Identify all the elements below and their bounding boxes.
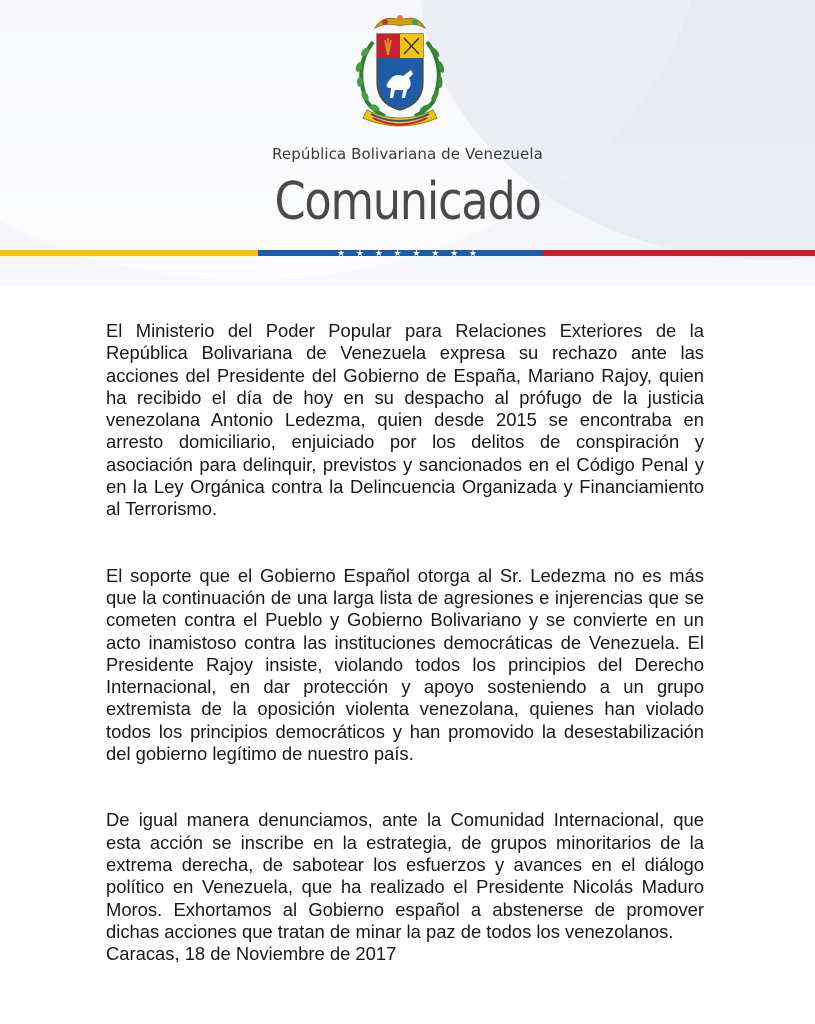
flag-stripe-red <box>543 250 815 256</box>
star-icon: ★ <box>374 248 383 258</box>
flag-stars <box>337 248 477 258</box>
header-banner <box>0 0 815 285</box>
star-icon: ★ <box>355 248 364 258</box>
paragraph-1: El Ministerio del Poder Popular para Relaciones Exteriores de la República Bolivariana de Venezuela expresa su rechazo ante las acciones del Presidente del Gobierno de España, Mariano Rajoy, quien ha recibido el día de hoy en su despacho al prófugo de la justicia venezolana Antonio Ledezma, quien desde 2015 se encontraba en arresto domiciliario, enjuiciado por los delitos de conspiración y asociación para delinquir, previstos y sancionados en el Código Penal y en la Ley Orgánica contra la Delincuencia Organizada y Financiamiento al Terrorismo. <box>106 320 704 520</box>
flag-stripe-yellow <box>0 250 258 256</box>
place-date: Caracas, 18 de Noviembre de 2017 <box>106 943 397 965</box>
star-icon: ★ <box>431 248 440 258</box>
paragraph-2: El soporte que el Gobierno Español otorga al Sr. Ledezma no es más que la continuación de una larga lista de agresiones e injerencias que se cometen contra el Pueblo y Gobierno Bolivariano y se convierte en un acto inamistoso contra las instituciones democráticas de Venezuela. El Presidente Rajoy insiste, violando todos los principios del Derecho Internacional, en dar protección y apoyo sosteniendo a un grupo extremista de la oposición violenta venezolana, quienes han violado todos los principios democráticos y han promovido la desestabilización del gobierno legítimo de nuestro país. <box>106 564 704 765</box>
star-icon: ★ <box>337 248 346 258</box>
republic-name: República Bolivariana de Venezuela <box>272 145 543 163</box>
star-icon: ★ <box>393 248 402 258</box>
paragraph-3: De igual manera denunciamos, ante la Comunidad Internacional, que esta acción se inscribe en la estrategia, de grupos minoritarios de la extrema derecha, de sabotear los esfuerzos y avances en el diálogo político en Venezuela, que ha realizado el Presidente Nicolás Maduro Moros. Exhortamos al Gobierno español a abstenerse de promover dichas acciones que tratan de minar la paz de todos los venezolanos. <box>106 809 704 942</box>
page-title: Comunicado <box>274 172 541 232</box>
star-icon: ★ <box>412 248 421 258</box>
coat-of-arms-icon <box>345 12 455 130</box>
communique-body <box>106 320 704 965</box>
star-icon: ★ <box>468 248 477 258</box>
star-icon: ★ <box>450 248 459 258</box>
